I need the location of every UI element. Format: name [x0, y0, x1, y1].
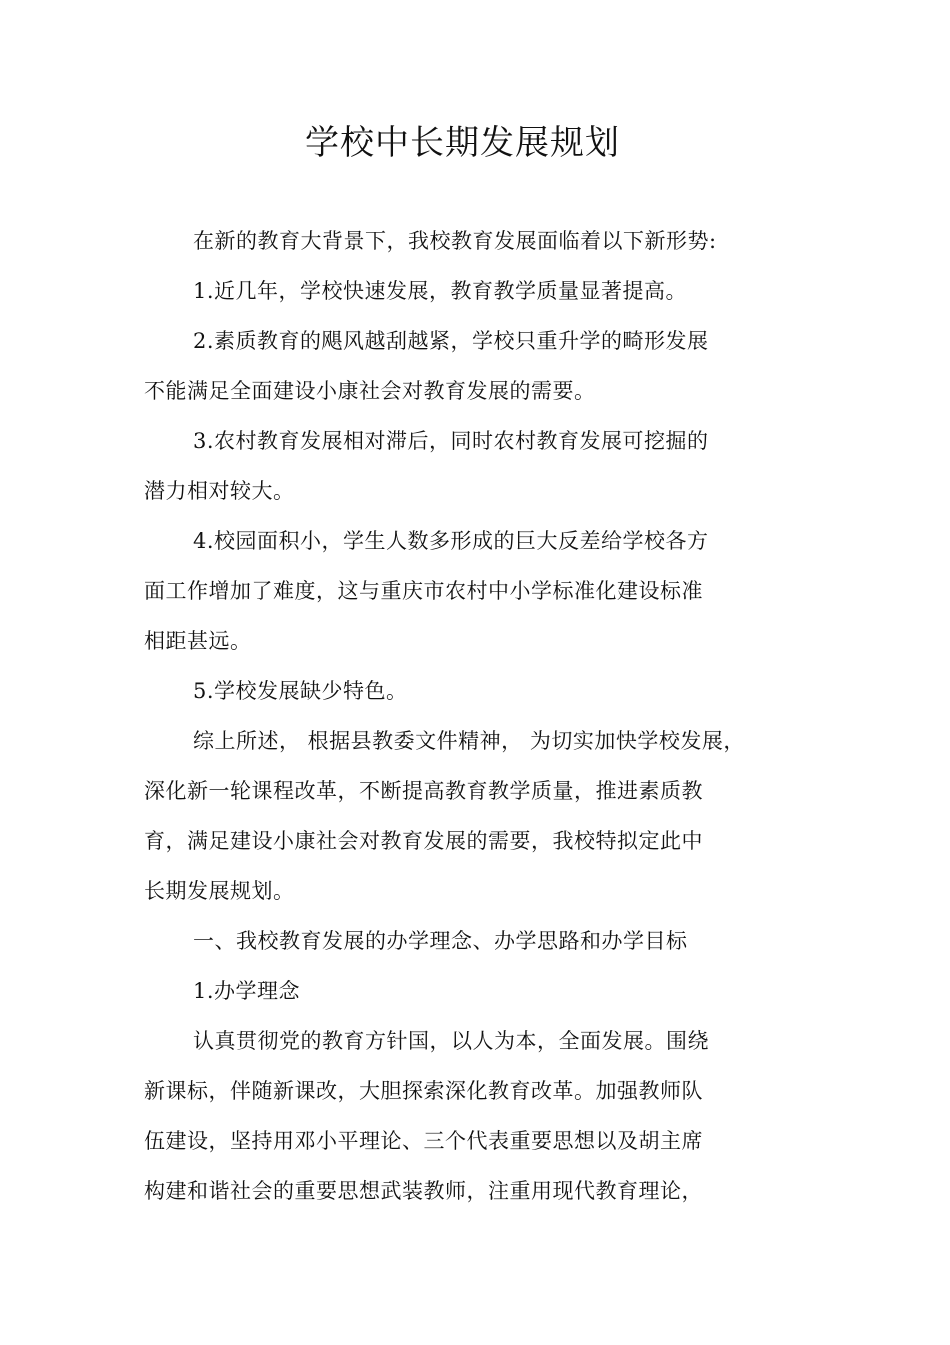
paragraph-line: 不能满足全面建设小康社会对教育发展的需要。	[144, 379, 596, 403]
paragraph-line: 面工作增加了难度，这与重庆市农村中小学标准化建设标准	[144, 579, 703, 603]
paragraph-line: 深化新一轮课程改革，不断提高教育教学质量，推进素质教	[144, 779, 703, 803]
document-title: 学校中长期发展规划	[305, 123, 620, 163]
paragraph-line: 综上所述， 根据县教委文件精神， 为切实加快学校发展，	[193, 729, 745, 753]
paragraph-line: 长期发展规划。	[144, 879, 295, 903]
paragraph-line: 新课标，伴随新课改，大胆探索深化教育改革。加强教师队	[144, 1079, 703, 1103]
paragraph-line: 伍建设，坚持用邓小平理论、三个代表重要思想以及胡主席	[144, 1129, 703, 1153]
paragraph-line: 4.校园面积小，学生人数多形成的巨大反差给学校各方	[193, 529, 709, 553]
paragraph-line: 相距甚远。	[144, 629, 252, 653]
paragraph-line: 5.学校发展缺少特色。	[193, 679, 408, 703]
paragraph-line: 2.素质教育的飓风越刮越紧，学校只重升学的畸形发展	[193, 329, 709, 353]
paragraph-line: 构建和谐社会的重要思想武装教师，注重用现代教育理论，	[144, 1179, 703, 1203]
paragraph-line: 1.近几年，学校快速发展，教育教学质量显著提高。	[193, 279, 688, 303]
paragraph-line: 在新的教育大背景下，我校教育发展面临着以下新形势:	[193, 229, 717, 253]
paragraph-line: 育，满足建设小康社会对教育发展的需要，我校特拟定此中	[144, 829, 703, 853]
paragraph-line: 认真贯彻党的教育方针国，以人为本，全面发展。围绕	[193, 1029, 709, 1053]
paragraph-line: 3.农村教育发展相对滞后，同时农村教育发展可挖掘的	[193, 429, 709, 453]
paragraph-line: 潜力相对较大。	[144, 479, 295, 503]
section-heading: 一、我校教育发展的办学理念、办学思路和办学目标	[193, 929, 688, 953]
subsection-heading: 1.办学理念	[193, 979, 301, 1003]
